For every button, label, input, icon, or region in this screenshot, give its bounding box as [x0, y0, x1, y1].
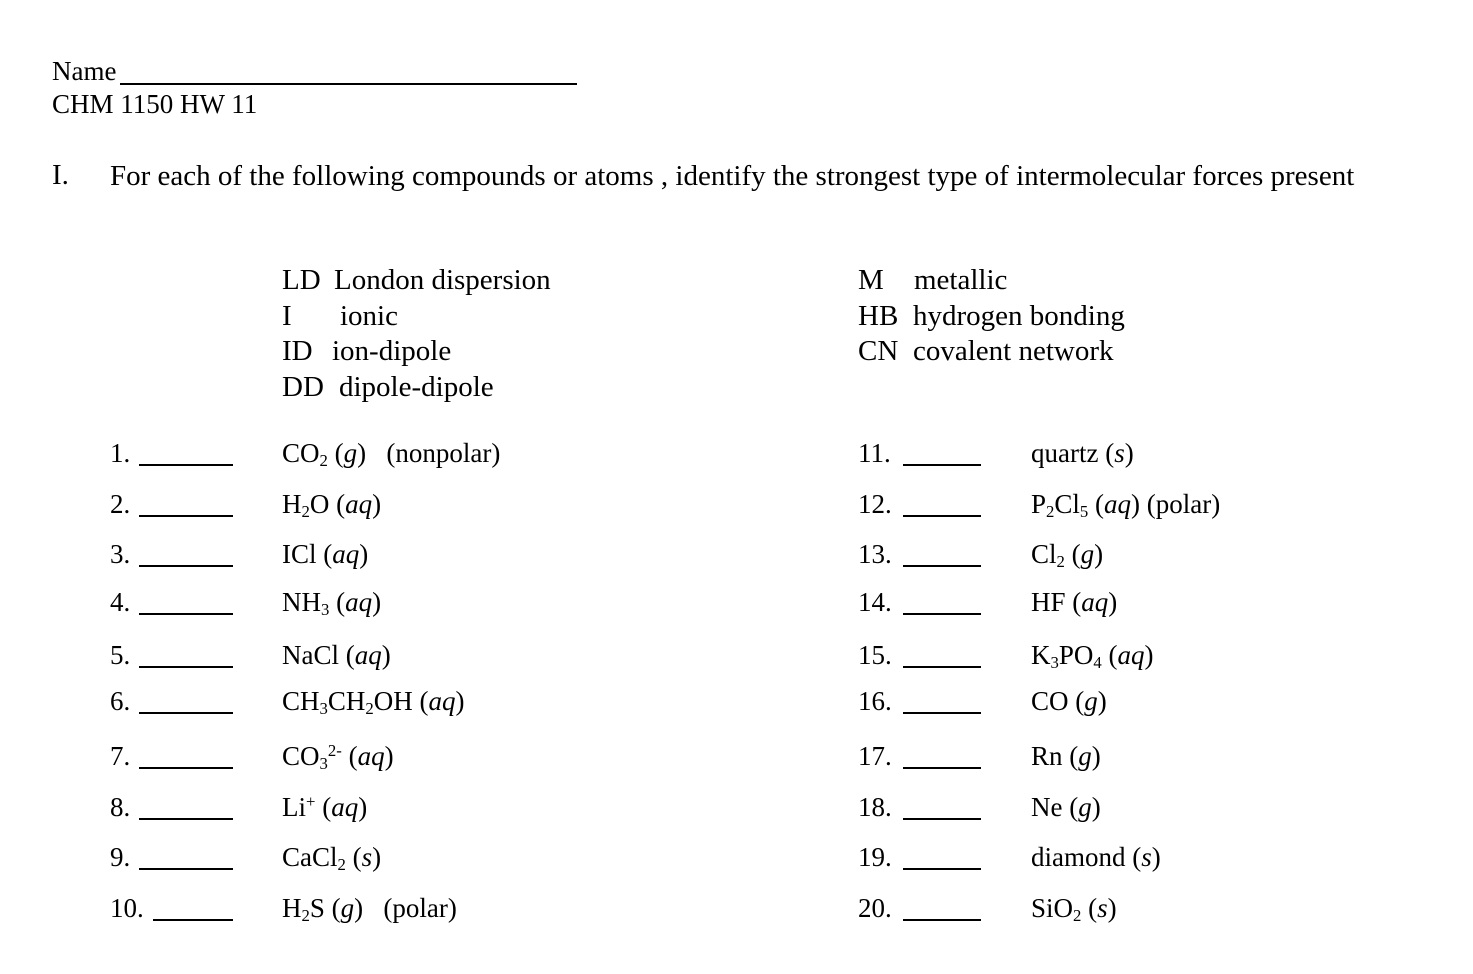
answer-blank[interactable] [139, 565, 233, 567]
legend-item [858, 299, 1125, 335]
question-number: 20. [858, 893, 892, 923]
compound-label: $P_2Cl_5$ (aq) (polar) [1031, 489, 1221, 522]
legend-left [282, 263, 551, 405]
answer-blank[interactable] [139, 613, 233, 615]
legend-code: DD [282, 370, 324, 403]
question-number: 14. [858, 587, 892, 617]
legend-code: LD [282, 264, 321, 296]
question-number: 13. [858, 539, 892, 569]
question-number: 16. [858, 686, 892, 716]
answer-blank[interactable] [903, 515, 981, 517]
answer-blank[interactable] [903, 565, 981, 567]
legend-item [282, 299, 551, 335]
compound-label: $H_2S$ (g) (polar) [282, 893, 457, 926]
question-number: 11. [858, 438, 891, 468]
question-number: 2. [110, 489, 131, 519]
answer-blank[interactable] [903, 919, 981, 921]
answer-blank[interactable] [903, 666, 981, 668]
compound-label: $CH_3CH_2OH$ (aq) [282, 686, 465, 719]
compound-label: CO (g) [1031, 686, 1107, 716]
legend-code: M [858, 264, 884, 296]
legend-label: ion-dipole [332, 335, 452, 367]
compound-label: Ne (g) [1031, 792, 1101, 822]
name-field[interactable] [120, 83, 577, 85]
legend-label: metallic [914, 264, 1008, 296]
legend-label: dipole-dipole [339, 370, 494, 403]
question-number: 12. [858, 489, 892, 519]
legend-label: hydrogen bonding [913, 299, 1125, 332]
compound-label: $CO_2$ (g) (nonpolar) [282, 438, 501, 471]
name-label: Name [52, 56, 117, 86]
question-number: 5. [110, 640, 131, 670]
answer-blank[interactable] [903, 868, 981, 870]
answer-blank[interactable] [139, 818, 233, 820]
section-instruction: For each of the following compounds or atoms , identify the strongest type of intermolecular forces present [110, 160, 1355, 192]
compound-label: quartz (s) [1031, 438, 1134, 468]
legend-item [282, 263, 551, 299]
question-number: 19. [858, 842, 892, 872]
compound-label: $NH_3$ (aq) [282, 587, 382, 620]
legend-label: ionic [340, 299, 398, 332]
legend-item [858, 334, 1125, 370]
answer-blank[interactable] [139, 464, 233, 466]
question-number: 1. [110, 438, 131, 468]
legend-item [858, 263, 1125, 299]
section-number: I. [52, 159, 69, 191]
legend-code: CN [858, 335, 899, 367]
question-number: 7. [110, 741, 131, 771]
answer-blank[interactable] [139, 868, 233, 870]
question-number: 15. [858, 640, 892, 670]
compound-label: Rn (g) [1031, 741, 1101, 771]
legend-label: covalent network [913, 335, 1114, 367]
legend-right [858, 263, 1125, 370]
question-number: 18. [858, 792, 892, 822]
answer-blank[interactable] [139, 666, 233, 668]
question-number: 9. [110, 842, 131, 872]
compound-label: NaCl (aq) [282, 640, 391, 670]
compound-label: diamond (s) [1031, 842, 1161, 872]
compound-label: $H_2O$ (aq) [282, 489, 382, 522]
legend-code: HB [858, 299, 899, 332]
compound-label: $CO_3^{2-}$ (aq) [282, 740, 394, 774]
compound-label: CaCl$_2$ (s) [282, 842, 382, 875]
answer-blank[interactable] [139, 767, 233, 769]
answer-blank[interactable] [139, 515, 233, 517]
answer-blank[interactable] [903, 767, 981, 769]
question-number: 17. [858, 741, 892, 771]
legend-code: I [282, 299, 292, 332]
legend-item [282, 370, 551, 406]
answer-blank[interactable] [903, 613, 981, 615]
question-number: 6. [110, 686, 131, 716]
legend-code: ID [282, 335, 313, 367]
answer-blank[interactable] [139, 712, 233, 714]
compound-label: $Cl_2$ (g) [1031, 539, 1104, 572]
compound-label: Li+ (aq) [282, 791, 368, 822]
answer-blank[interactable] [903, 818, 981, 820]
question-number: 8. [110, 792, 131, 822]
compound-label: HF (aq) [1031, 587, 1118, 617]
answer-blank[interactable] [903, 464, 981, 466]
question-number: 3. [110, 539, 131, 569]
compound-label: SiO$_2$ (s) [1031, 893, 1117, 926]
compound-label: ICl (aq) [282, 539, 369, 569]
question-number: 10. [110, 893, 144, 923]
legend-item [282, 334, 551, 370]
compound-label: $K_3PO_4$ (aq) [1031, 640, 1154, 673]
answer-blank[interactable] [903, 712, 981, 714]
legend-label: London dispersion [334, 264, 551, 296]
course-title: CHM 1150 HW 11 [52, 89, 258, 119]
answer-blank[interactable] [153, 919, 234, 921]
question-number: 4. [110, 587, 131, 617]
